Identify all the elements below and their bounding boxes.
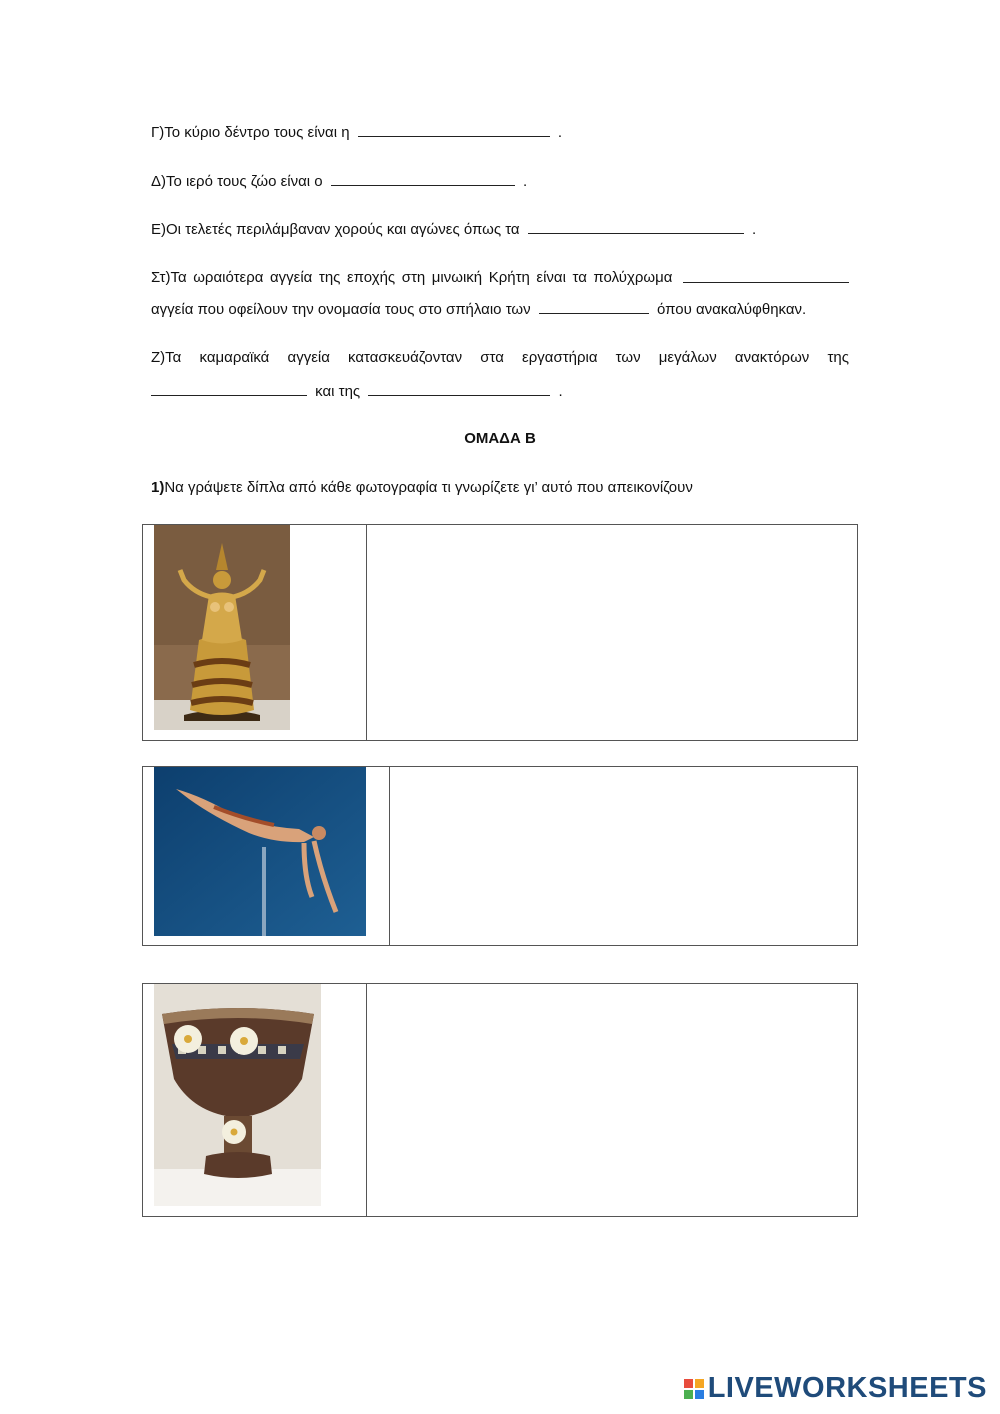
logo-squares-icon: [684, 1379, 704, 1399]
word: της: [827, 349, 849, 366]
photo-cell-1: [143, 525, 367, 740]
question-d-text: Δ)Το ιερό τους ζώο είναι ο: [151, 173, 323, 190]
question-g-end: .: [557, 124, 563, 141]
word: αγγεία: [287, 349, 330, 366]
photo-row-3: [142, 983, 858, 1217]
word: στα: [480, 349, 504, 366]
answer-box-2[interactable]: [390, 767, 857, 945]
task-instruction: [151, 479, 693, 496]
answer-box-1[interactable]: [367, 525, 857, 740]
word: ανακτόρων: [734, 349, 810, 366]
word: στη: [401, 269, 426, 286]
question-st-line1: [151, 269, 849, 286]
question-e: [151, 220, 756, 238]
question-z-line2-mid: και της: [315, 383, 361, 400]
word: τα: [572, 269, 587, 286]
answer-blank-g[interactable]: [358, 123, 550, 137]
photo-cell-2: [143, 767, 390, 945]
answer-blank-z-1[interactable]: [151, 382, 307, 396]
word: Κρήτη: [488, 269, 530, 286]
question-st-line2: [151, 300, 806, 318]
task-number: 1): [151, 479, 165, 496]
word: μινωική: [431, 269, 483, 286]
snake-goddess-figurine-icon: [154, 525, 290, 730]
photo-row-1: [142, 524, 858, 741]
kamares-vase-icon: [154, 984, 321, 1206]
word: της: [318, 269, 341, 286]
question-d: [151, 172, 527, 190]
answer-blank-st-1[interactable]: [683, 269, 849, 283]
answer-blank-d[interactable]: [331, 172, 515, 186]
answer-blank-st-2[interactable]: [539, 300, 649, 314]
word: Στ)Τα: [151, 269, 187, 286]
question-z-line2: [151, 382, 563, 400]
answer-box-3[interactable]: [367, 984, 857, 1216]
bull-leaper-figurine-icon: [154, 767, 366, 936]
brand-name: LIVEWORKSHEETS: [707, 1372, 987, 1404]
word: κατασκευάζονταν: [348, 349, 463, 366]
question-e-end: .: [751, 221, 757, 238]
photo-cell-3: [143, 984, 367, 1216]
question-st-line2-end: όπου ανακαλύφθηκαν.: [656, 301, 807, 318]
question-d-end: .: [522, 173, 528, 190]
word: μεγάλων: [658, 349, 717, 366]
word: εργαστήρια: [522, 349, 598, 366]
word: εποχής: [346, 269, 396, 286]
question-g: [151, 123, 562, 141]
word: πολύχρωμα: [593, 269, 673, 286]
task-text: Να γράψετε δίπλα από κάθε φωτογραφία τι γνωρίζετε γι’ αυτό που απεικονίζουν: [164, 479, 693, 496]
question-e-text: Ε)Οι τελετές περιλάμβαναν χορούς και αγώνες όπως τα: [151, 221, 520, 238]
word: ωραιότερα: [193, 269, 264, 286]
question-z-line1: [151, 349, 849, 366]
section-title: ΟΜΑΔΑ Β: [464, 430, 536, 447]
question-g-text: Γ)Το κύριο δέντρο τους είναι η: [151, 124, 350, 141]
word: καμαραϊκά: [199, 349, 270, 366]
word: είναι: [536, 269, 566, 286]
answer-blank-z-2[interactable]: [368, 382, 550, 396]
word: Ζ)Τα: [151, 349, 182, 366]
question-st-line2-start: αγγεία που οφείλουν την ονομασία τους στο σπήλαιο των: [151, 301, 531, 318]
question-z-line2-end: .: [558, 383, 563, 400]
photo-row-2: [142, 766, 858, 946]
word: των: [615, 349, 641, 366]
answer-blank-e[interactable]: [528, 220, 744, 234]
word: αγγεία: [269, 269, 313, 286]
liveworksheets-logo: [684, 1372, 987, 1405]
